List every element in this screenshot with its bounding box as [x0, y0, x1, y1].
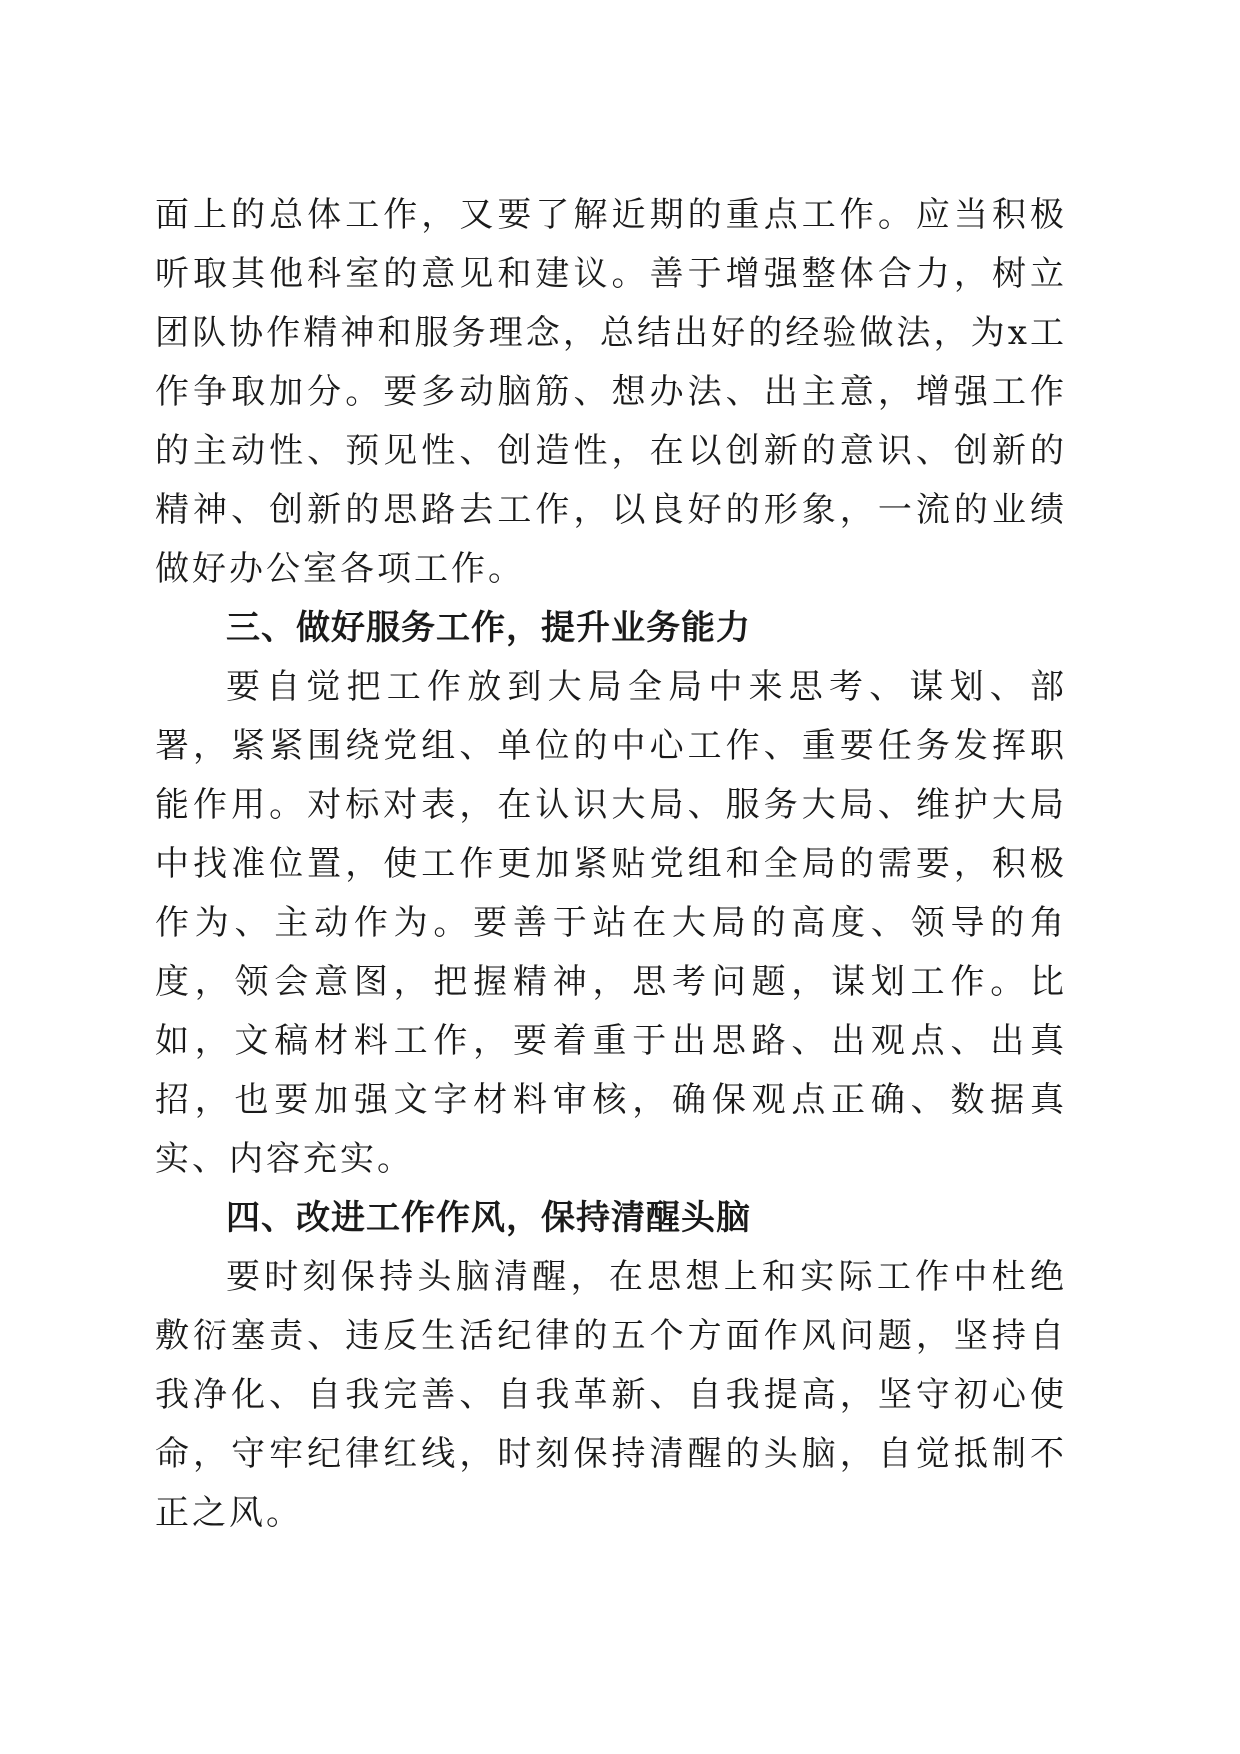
section-3-heading: 三、做好服务工作，提升业务能力 — [226, 608, 751, 648]
continued-paragraph: 面上的总体工作，又要了解近期的重点工作。应当积极听取其他科室的意见和建议。善于增强整体合力，树立团队协作精神和服务理念，总结出好的经验做法，为x工作争取加分。要多动脑筋、想办法、出主意，增强工作的主动性、预见性、创造性，在以创新的意识、创新的精神、创新的思路去工作，以良好的形象，一流的业绩做好办公室各项工作。 — [155, 195, 1067, 589]
document-page — [155, 186, 1067, 1543]
section-4-heading: 四、改进工作作风，保持清醒头脑 — [226, 1198, 751, 1238]
section-3-body: 要自觉把工作放到大局全局中来思考、谋划、部署，紧紧围绕党组、单位的中心工作、重要任务发挥职能作用。对标对表，在认识大局、服务大局、维护大局中找准位置，使工作更加紧贴党组和全局的需要，积极作为、主动作为。要善于站在大局的高度、领导的角度，领会意图，把握精神，思考问题，谋划工作。比如，文稿材料工作，要着重于出思路、出观点、出真招，也要加强文字材料审核，确保观点正确、数据真实、内容充实。 — [155, 667, 1067, 1179]
section-4-body: 要时刻保持头脑清醒，在思想上和实际工作中杜绝敷衍塞责、违反生活纪律的五个方面作风问题，坚持自我净化、自我完善、自我革新、自我提高，坚守初心使命，守牢纪律红线，时刻保持清醒的头脑，自觉抵制不正之风。 — [155, 1257, 1067, 1533]
